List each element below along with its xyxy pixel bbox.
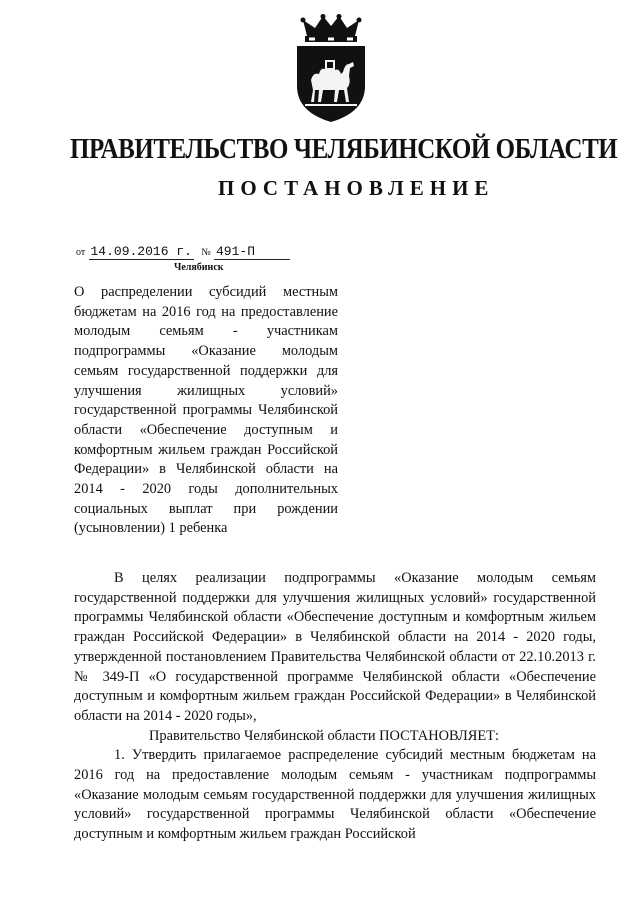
- document-subject: О распределении субсидий местным бюджетам на 2016 год на предоставление молодым семьям - участникам подпрограммы «Оказание молодым семьям государственной поддержки для улучшения жилищных условий» государственной программы Челябинской области «Обеспечение доступным и комфортным жильем граждан Российской Федерации» в Челябинской области на 2014 - 2020 годы дополнительных социальных выплат при рождении (усыновлении) 1 ребенка: [74, 284, 338, 537]
- date-value: 14.09.2016: [90, 244, 169, 259]
- document-type: ПОСТАНОВЛЕНИЕ: [218, 176, 495, 200]
- preamble-paragraph: В целях реализации подпрограммы «Оказание молодым семьям государственной поддержки для улучшения жилищных условий» государственной программы Челябинской области «Обеспечение доступным и комфортным жильем граждан Российской Федерации» в Челябинской области на 2014 - 2020 годы, утвержденной постановлением Правительства Челябинской области от 22.10.2013 г. № 349-П «О государственной программе Челябинской области «Обеспечение доступным и комфортным жильем граждан Российской Федерации» в Челябинской области на 2014 - 2020 годы»,: [74, 570, 596, 724]
- document-meta: [76, 243, 290, 260]
- document-date: [89, 244, 194, 260]
- government-title: ПРАВИТЕЛЬСТВО ЧЕЛЯБИНСКОЙ ОБЛАСТИ: [70, 133, 618, 165]
- year-suffix: г.: [176, 244, 192, 259]
- resolves-paragraph: Правительство Челябинской области ПОСТАНОВЛЯЕТ:: [149, 727, 499, 744]
- document-body: [74, 569, 596, 845]
- document-number: 491-П: [214, 244, 290, 260]
- city-name: Челябинск: [174, 262, 224, 273]
- from-label: от: [76, 247, 86, 258]
- number-label: №: [201, 247, 211, 258]
- item-1-paragraph: 1. Утвердить прилагаемое распределение субсидий местным бюджетам на 2016 год на предоставление молодым семьям - участникам подпрограммы «Оказание молодым семьям государственной поддержки для улучшения жилищных условий» государственной программы Челябинской области «Обеспечение доступным и комфортным жильем граждан Российской: [74, 747, 596, 843]
- chelyabinsk-coat-of-arms-icon: [287, 14, 375, 124]
